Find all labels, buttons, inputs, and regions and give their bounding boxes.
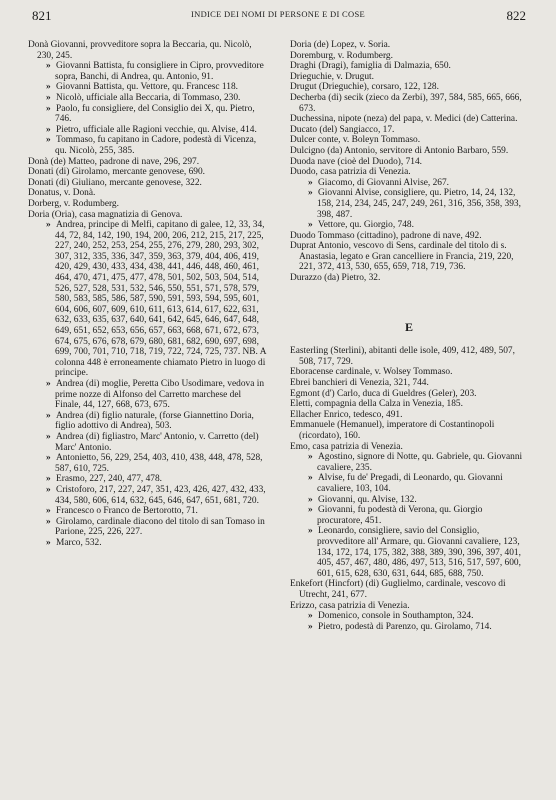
entry-text: Ducato (del) Sangiacco, 17. xyxy=(290,124,395,135)
entry-text: Drieguchie, v. Drugut. xyxy=(290,71,375,82)
ditto-mark: » xyxy=(46,506,51,517)
index-entry xyxy=(28,411,266,432)
ditto-mark: » xyxy=(46,410,51,421)
entry-text: Donati (di) Girolamo, mercante genovese, 690. xyxy=(28,167,206,178)
ditto-mark: » xyxy=(308,494,313,505)
entry-text: Pietro, podestà di Parenzo, qu. Girolamo, 714. xyxy=(318,621,492,632)
index-entry xyxy=(28,125,266,136)
index-entry xyxy=(290,114,528,125)
index-entry xyxy=(28,432,266,453)
entry-text: Cristoforo, 217, 227, 247, 351, 423, 426, 427, 432, 433, 434, 580, 606, 614, 632, 645, 646, 647, 651, 681, 720. xyxy=(55,484,266,506)
ditto-mark: » xyxy=(46,61,51,72)
index-entry xyxy=(28,167,266,178)
index-entry xyxy=(290,367,528,378)
entry-text: Giovanni Battista, qu. Vettore, qu. Francesc 118. xyxy=(56,82,238,93)
e-entries xyxy=(290,346,528,632)
entry-text: Emo, casa patrizia di Venezia. xyxy=(290,441,403,452)
entry-text: Emmanuele (Hemanuel), imperatore di Costantinopoli (ricordato), 160. xyxy=(290,420,495,441)
right-index-column xyxy=(290,40,528,632)
left-index-column xyxy=(28,40,266,549)
ditto-mark: » xyxy=(46,92,51,103)
entry-text: Andrea (di) figlio naturale, (forse Giannettino Doria, figlio adottivo di Andrea), 503. xyxy=(55,410,254,432)
index-entry xyxy=(28,220,266,379)
index-entry xyxy=(290,579,528,600)
running-header xyxy=(0,8,556,28)
index-entry xyxy=(28,104,266,125)
index-entry xyxy=(290,378,528,389)
entry-text: Erizzo, casa patrizia di Venezia. xyxy=(290,600,410,611)
index-entry xyxy=(28,93,266,104)
ditto-mark: » xyxy=(308,473,313,484)
index-entry xyxy=(28,188,266,199)
ditto-mark: » xyxy=(46,431,51,442)
index-entry xyxy=(28,82,266,93)
ditto-mark: » xyxy=(308,621,313,632)
entry-text: Donà Giovanni, provveditore sopra la Beccaria, qu. Nicolò, 230, 245. xyxy=(28,40,252,61)
entry-text: Andrea, principe di Melfi, capitano di galee, 12, 33, 34, 44, 72, 84, 142, 190, 194, 200, 206, 212, 215, 217, 225, 227, 240, 252, 253, 254, 255, 276, 279, 280, 293, 302, 307, 312, 335, 336, 347, 359, 363, 379, 404, 406, 419, 420, 429, 430, 433, 434, 438, 441, 446, 448, 460, 461, 464, 470, 471, 475, 477, 478, 501, 502, 503, 504, 514, 526, 527, 528, 531, 532, 546, 550, 551, 571, 578, 579, 580, 583, 585, 586, 587, 590, 591, 593, 594, 595, 601, 604, 606, 607, 609, 610, 611, 613, 614, 617, 622, 631, 632, 633, 635, 637, 640, 641, 642, 645, 646, 647, 648, 649, 651, 652, 653, 656, 657, 663, 668, 671, 672, 673, 674, 675, 676, 678, 679, 680, 681, 682, 690, 697, 698, 699, 700, 701, 710, 718, 719, 722, 724, 725, 737. NB. A colonna 448 è erroneamente chiamato Pietro in luogo di principe. xyxy=(55,220,266,379)
ditto-mark: » xyxy=(308,452,313,463)
index-entry xyxy=(28,453,266,474)
entry-text: Giovanni Battista, fu consigliere in Cipro, provveditore sopra, Banchi, di Andrea, qu. Antonio, 91. xyxy=(55,61,264,82)
ditto-mark: » xyxy=(308,188,313,199)
index-entry xyxy=(290,495,528,506)
index-entry xyxy=(28,210,266,221)
index-entry xyxy=(290,82,528,93)
entry-text: Ellacher Enrico, tedesco, 491. xyxy=(290,409,403,420)
index-entry xyxy=(290,220,528,231)
index-entry xyxy=(290,526,528,579)
entry-text: Doria (Oria), casa magnatizia di Genova. xyxy=(28,209,183,220)
index-entry xyxy=(28,61,266,82)
index-entry xyxy=(290,442,528,453)
entry-text: Draghi (Dragi), famiglia di Dalmazia, 650. xyxy=(290,61,451,72)
entry-text: Duchessina, nipote (neza) del papa, v. Medici (de) Catterina. xyxy=(290,114,518,125)
index-entry xyxy=(290,188,528,220)
entry-text: Domenico, console in Southampton, 324. xyxy=(318,611,474,622)
entry-text: Nicolò, ufficiale alla Beccaria, di Tommaso, 230. xyxy=(56,92,241,103)
index-entry xyxy=(290,93,528,114)
ditto-mark: » xyxy=(308,220,313,231)
ditto-mark: » xyxy=(46,135,51,146)
page-number-left: 821 xyxy=(32,8,52,23)
entry-text: Dulcigno (da) Antonio, servitore di Antonio Barbaro, 559. xyxy=(290,145,509,156)
index-entry xyxy=(290,399,528,410)
ditto-mark: » xyxy=(46,124,51,135)
index-entry xyxy=(28,506,266,517)
entry-text: Andrea (di) moglie, Peretta Cibo Usodimare, vedova in prime nozze di Alfonso del Carretto marchese del Finale, 44, 127, 668, 673, 675. xyxy=(55,379,265,411)
entry-text: Francesco o Franco de Bertorotto, 71. xyxy=(56,506,198,517)
entry-text: Vettore, qu. Giorgio, 748. xyxy=(318,220,414,231)
index-entry xyxy=(290,273,528,284)
ditto-mark: » xyxy=(46,103,51,114)
entry-text: Leonardo, consigliere, savio del Consiglio, provveditore all' Armare, qu. Giovanni cavaliere, 123, 134, 172, 174, 175, 382, 388, 389, 390, 396, 397, 401, 405, 457, 467, 480, 486, 497, 513, 516, 517, 597, 600, 601, 615, 628, 630, 631, 644, 685, 688, 750. xyxy=(317,526,521,579)
index-entry xyxy=(28,379,266,411)
entry-text: Giovanni Alvise, consigliere, qu. Pietro, 14, 24, 132, 158, 214, 234, 245, 247, 249, 261, 316, 356, 358, 393, 398, 487. xyxy=(317,188,521,220)
entry-text: Antonietto, 56, 229, 254, 403, 410, 438, 448, 478, 528, 587, 610, 725. xyxy=(55,453,263,474)
entry-text: Pietro, ufficiale alle Ragioni vecchie, qu. Alvise, 414. xyxy=(56,124,257,135)
ditto-mark: » xyxy=(308,526,313,537)
index-entry xyxy=(28,517,266,538)
entry-text: Egmont (d') Carlo, duca di Gueldres (Geler), 203. xyxy=(290,388,477,399)
index-entry xyxy=(290,611,528,622)
index-entry xyxy=(290,505,528,526)
index-entry xyxy=(290,410,528,421)
entry-text: Dulcer conte, v. Boleyn Tommaso. xyxy=(290,135,421,146)
index-entry xyxy=(290,146,528,157)
entry-text: Alvise, fu de' Pregadi, di Leonardo, qu. Giovanni cavaliere, 103, 104. xyxy=(317,473,503,494)
entry-text: Decherba (di) secik (zieco da Zerbi), 397, 584, 585, 665, 666, 673. xyxy=(290,92,522,114)
entry-text: Doria (de) Lopez, v. Soria. xyxy=(290,40,391,50)
ditto-mark: » xyxy=(46,516,51,527)
entry-text: Donati (di) Giuliano, mercante genovese, 322. xyxy=(28,177,202,188)
ditto-mark: » xyxy=(46,220,51,231)
index-entry xyxy=(28,474,266,485)
index-entry xyxy=(28,135,266,156)
entry-text: Girolamo, cardinale diacono del titolo di san Tomaso in Parione, 225, 226, 227. xyxy=(55,516,265,538)
page-number-right: 822 xyxy=(506,8,526,23)
entry-text: Donatus, v. Donà. xyxy=(28,188,96,199)
entry-text: Giovanni, qu. Alvise, 132. xyxy=(318,494,417,505)
index-entry xyxy=(290,622,528,633)
index-entry xyxy=(290,241,528,273)
entry-text: Easterling (Sterlini), abitanti delle isole, 409, 412, 489, 507, 508, 717, 729. xyxy=(290,346,515,367)
index-entry xyxy=(290,167,528,178)
index-entry xyxy=(28,40,266,61)
index-entry xyxy=(290,346,528,367)
entry-text: Duodo, casa patrizia di Venezia. xyxy=(290,167,411,178)
index-entry xyxy=(290,389,528,400)
index-entry xyxy=(290,452,528,473)
section-letter-heading: E xyxy=(404,319,413,334)
running-title: INDICE DEI NOMI DI PERSONE E DI COSE xyxy=(191,9,365,19)
index-entry xyxy=(290,178,528,189)
entry-text: Giovanni, fu podestà di Verona, qu. Giorgio procuratore, 451. xyxy=(317,505,483,526)
ditto-mark: » xyxy=(46,453,51,464)
entry-text: Andrea (di) figliastro, Marc' Antonio, v. Carretto (del) Marc' Antonio. xyxy=(55,431,259,453)
index-entry xyxy=(290,473,528,494)
index-entry xyxy=(28,485,266,506)
index-entry xyxy=(28,178,266,189)
entry-text: Eletti, compagnia della Calza in Venezia, 185. xyxy=(290,399,463,410)
ditto-mark: » xyxy=(46,484,51,495)
entry-text: Enkefort (Hincfort) (di) Guglielmo, cardinale, vescovo di Utrecht, 241, 677. xyxy=(290,579,506,600)
index-entry xyxy=(290,72,528,83)
index-entry xyxy=(290,61,528,72)
index-entry xyxy=(290,157,528,168)
index-entry xyxy=(290,420,528,441)
ditto-mark: » xyxy=(46,82,51,93)
index-entry xyxy=(290,601,528,612)
index-entry xyxy=(290,51,528,62)
index-entry xyxy=(28,199,266,210)
ditto-mark: » xyxy=(46,379,51,389)
entry-text: Doremburg, v. Rodumberg. xyxy=(290,50,393,61)
ditto-mark: » xyxy=(46,537,51,548)
entry-text: Agostino, signore di Notte, qu. Gabriele, qu. Giovanni cavaliere, 235. xyxy=(317,452,523,473)
index-entry xyxy=(28,157,266,168)
entry-text: Eboracense cardinale, v. Wolsey Tommaso. xyxy=(290,367,453,378)
ditto-mark: » xyxy=(46,474,51,485)
ditto-mark: » xyxy=(308,505,313,516)
entry-text: Dorberg, v. Rodumberg. xyxy=(28,198,119,209)
index-entry xyxy=(290,40,528,51)
ditto-mark: » xyxy=(308,177,313,188)
index-entry xyxy=(290,135,528,146)
entry-text: Duoda nave (cioè del Duodo), 714. xyxy=(290,156,422,167)
entry-text: Duodo Tommaso (cittadino), padrone di nave, 492. xyxy=(290,230,482,241)
entry-text: Paolo, fu consigliere, del Consiglio dei X, qu. Pietro, 746. xyxy=(55,103,255,125)
ditto-mark: » xyxy=(308,611,313,622)
entry-text: Durazzo (da) Pietro, 32. xyxy=(290,273,381,284)
entry-text: Giacomo, di Giovanni Alvise, 267. xyxy=(318,177,449,188)
entry-text: Drugut (Drieguchie), corsaro, 122, 128. xyxy=(290,82,439,93)
index-entry xyxy=(290,231,528,242)
entry-text: Ebrei banchieri di Venezia, 321, 744. xyxy=(290,378,429,389)
entry-text: Donà (de) Matteo, padrone di nave, 296, 297. xyxy=(28,156,200,167)
entry-text: Erasmo, 227, 240, 477, 478. xyxy=(56,474,162,485)
entry-text: Tommaso, fu capitano in Cadore, podestà di Vicenza, qu. Nicolò, 255, 385. xyxy=(55,135,257,156)
index-entry xyxy=(28,538,266,549)
index-entry xyxy=(290,125,528,136)
entry-text: Duprat Antonio, vescovo di Sens, cardinale del titolo di s. Anastasia, legato e Gran cancelliere in Francia, 219, 220, 221, 372, 413, 530, 655, 659, 718, 719, 736. xyxy=(290,241,514,273)
d-entries-continued xyxy=(290,40,528,284)
entry-text: Marco, 532. xyxy=(56,537,102,548)
